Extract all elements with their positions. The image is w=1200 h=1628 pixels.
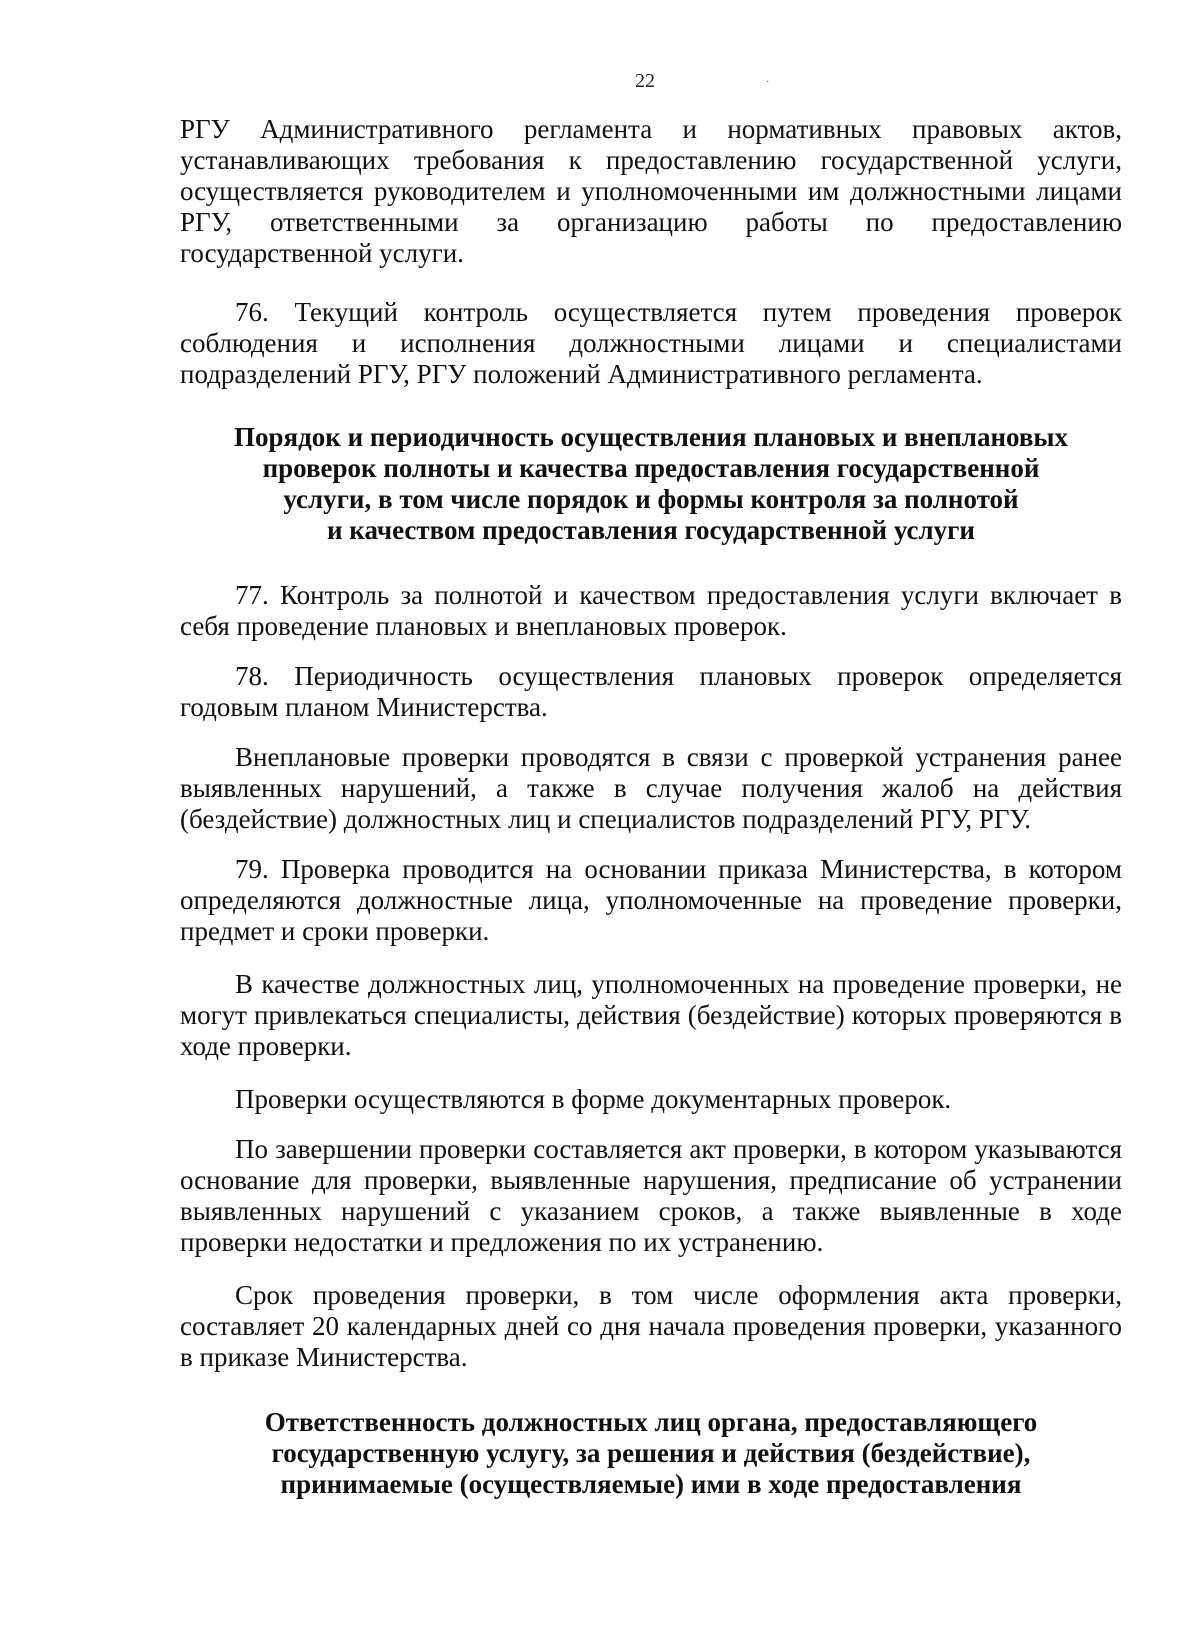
paragraph-continuation: РГУ Административного регламента и нормативных правовых актов, устанавливающих требования к предоставлению государственной услуги, осуществляется руководителем и уполномоченными им должностными лицами РГУ, ответственными за организацию работы по предоставлению государственной услуги. [180,114,1122,268]
scan-speck: · [766,77,770,88]
heading-line: проверок полноты и качества предоставления государственной [262,453,1040,483]
paragraph-77: 77. Контроль за полнотой и качеством предоставления услуги включает в себя проведение плановых и внеплановых проверок. [180,580,1122,641]
page-number: 22 [635,70,655,92]
paragraph-unscheduled-checks: Внеплановые проверки проводятся в связи с проверкой устранения ранее выявленных нарушений, а также в случае получения жалоб на действия (бездействие) должностных лиц и специалистов подразделений РГУ, РГУ. [180,742,1122,834]
document-body [180,114,1122,1500]
paragraph-check-act: По завершении проверки составляется акт проверки, в котором указываются основание для проверки, выявленные нарушения, предписание об устранении выявленных нарушений с указанием сроков, а также выявленные в ходе проверки недостатки и предложения по их устранению. [180,1134,1122,1257]
heading-line: Ответственность должностных лиц органа, предоставляющего [264,1407,1038,1437]
heading-line: услуги, в том числе порядок и формы контроля за полнотой [283,484,1019,514]
section-heading-control-procedure [180,422,1122,546]
paragraph-79: 79. Проверка проводится на основании приказа Министерства, в котором определяются должностные лица, уполномоченные на проведение проверки, предмет и сроки проверки. [180,854,1122,946]
heading-line: государственную услугу, за решения и действия (бездействие), [271,1438,1031,1468]
paragraph-76: 76. Текущий контроль осуществляется путем проведения проверок соблюдения и исполнения должностными лицами и специалистами подразделений РГУ, РГУ положений Административного регламента. [180,297,1122,389]
paragraph-check-duration: Срок проведения проверки, в том числе оформления акта проверки, составляет 20 календарных дней со дня начала проведения проверки, указанного в приказе Министерства. [180,1280,1122,1372]
heading-line: принимаемые (осуществляемые) ими в ходе предоставления [280,1469,1022,1499]
paragraph-inspectors: В качестве должностных лиц, уполномоченных на проведение проверки, не могут привлекаться специалисты, действия (бездействие) которых проверяются в ходе проверки. [180,969,1122,1061]
paragraph-78: 78. Периодичность осуществления плановых проверок определяется годовым планом Министерства. [180,661,1122,722]
section-heading-responsibility [180,1407,1122,1500]
heading-line: Порядок и периодичность осуществления плановых и внеплановых [234,422,1068,452]
paragraph-check-form: Проверки осуществляются в форме документарных проверок. [235,1084,952,1114]
heading-line: и качеством предоставления государственной услуги [327,515,975,545]
